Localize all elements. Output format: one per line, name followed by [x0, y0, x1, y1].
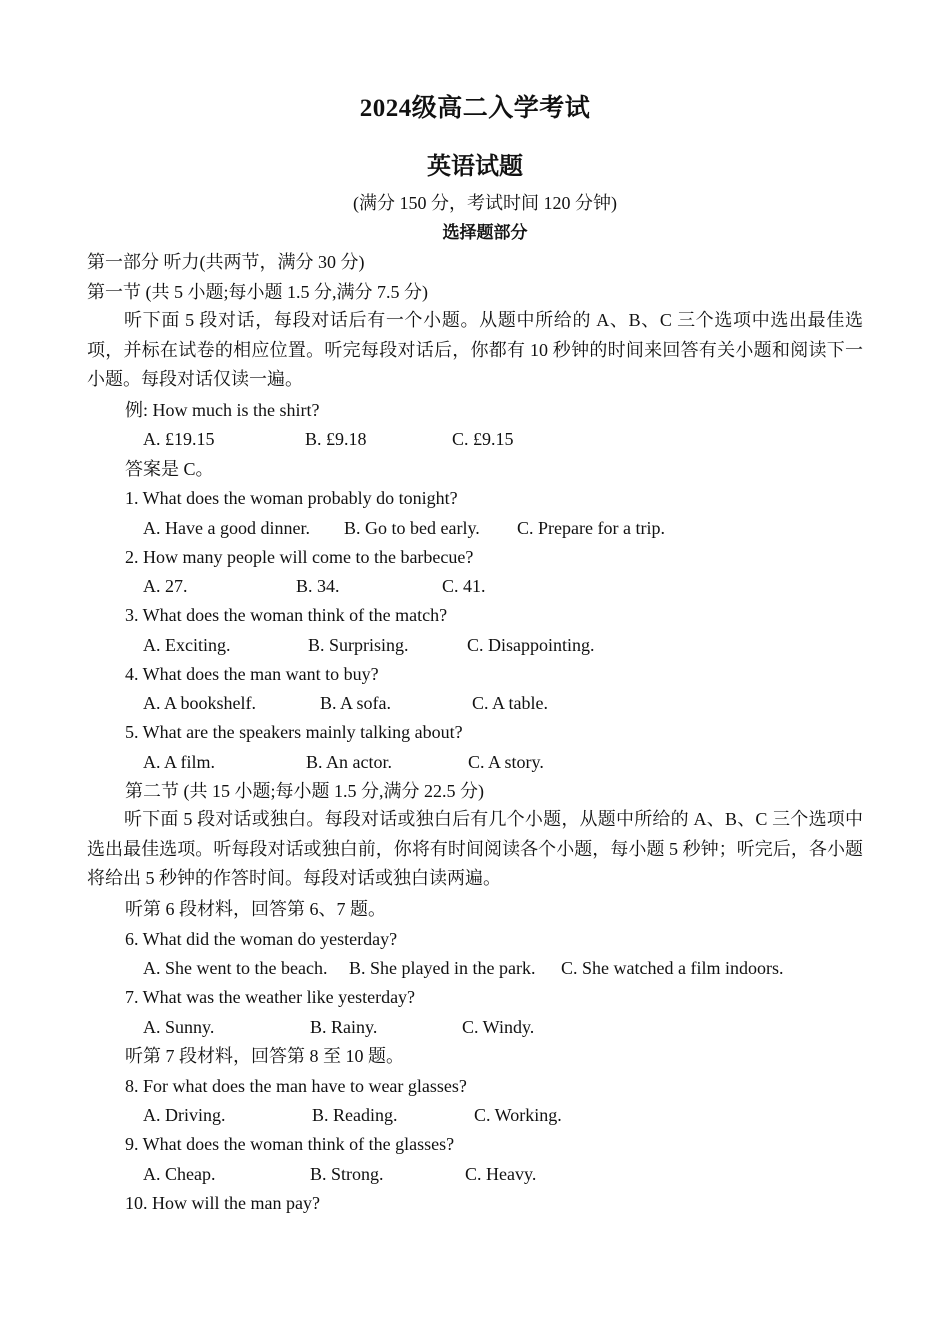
- example-option-a: A. £19.15: [143, 429, 215, 449]
- question-5: 5. What are the speakers mainly talking about?: [125, 722, 463, 742]
- q7-option-a: A. Sunny.: [143, 1017, 215, 1037]
- q9-option-a: A. Cheap.: [143, 1164, 216, 1184]
- q5-option-c: C. A story.: [468, 752, 544, 772]
- question-6: 6. What did the woman do yesterday?: [125, 929, 398, 949]
- question-2: 2. How many people will come to the barbecue?: [125, 547, 474, 567]
- part1-heading: 第一部分 听力(共两节，满分 30 分): [87, 252, 365, 272]
- question-7: 7. What was the weather like yesterday?: [125, 987, 416, 1007]
- material-6-prompt: 听第 6 段材料，回答第 6、7 题。: [125, 899, 386, 919]
- question-8: 8. For what does the man have to wear glasses?: [125, 1076, 467, 1096]
- example-answer: 答案是 C。: [125, 459, 214, 479]
- q3-option-b: B. Surprising.: [308, 635, 409, 655]
- q9-option-b: B. Strong.: [310, 1164, 384, 1184]
- q2-option-a: A. 27.: [143, 576, 188, 596]
- q8-option-b: B. Reading.: [312, 1105, 398, 1125]
- q3-option-a: A. Exciting.: [143, 635, 231, 655]
- section2-heading: 第二节 (共 15 小题;每小题 1.5 分,满分 22.5 分): [125, 781, 484, 801]
- example-option-b: B. £9.18: [305, 429, 367, 449]
- question-10: 10. How will the man pay?: [125, 1193, 320, 1213]
- q7-option-c: C. Windy.: [462, 1017, 535, 1037]
- example-question: 例: How much is the shirt?: [125, 400, 320, 420]
- q8-option-c: C. Working.: [474, 1105, 562, 1125]
- q6-option-b: B. She played in the park.: [349, 958, 536, 978]
- q1-option-b: B. Go to bed early.: [344, 518, 480, 538]
- section-title: 选择题部分: [442, 223, 528, 242]
- q6-option-a: A. She went to the beach.: [143, 958, 328, 978]
- score-time-note: (满分 150 分，考试时间 120 分钟): [353, 193, 617, 213]
- q5-option-b: B. An actor.: [306, 752, 392, 772]
- q7-option-b: B. Rainy.: [310, 1017, 378, 1037]
- q9-option-c: C. Heavy.: [465, 1164, 537, 1184]
- exam-title: 2024级高二入学考试: [359, 95, 591, 122]
- q1-option-c: C. Prepare for a trip.: [517, 518, 665, 538]
- q2-option-c: C. 41.: [442, 576, 486, 596]
- subject-title: 英语试题: [427, 154, 523, 180]
- q4-option-c: C. A table.: [472, 693, 548, 713]
- q8-option-a: A. Driving.: [143, 1105, 226, 1125]
- question-3: 3. What does the woman think of the match?: [125, 605, 448, 625]
- q2-option-b: B. 34.: [296, 576, 340, 596]
- section2-instructions: 听下面 5 段对话或独白。每段对话或独白后有几个小题，从题中所给的 A、B、C 三个选项中选出最佳选项。听每段对话或独白前，你将有时间阅读各个小题，每小题 5 秒钟；听完后，各小题将给出 5 秒钟的作答时间。每段对话或独白读两遍。: [87, 809, 863, 888]
- q3-option-c: C. Disappointing.: [467, 635, 595, 655]
- example-option-c: C. £9.15: [452, 429, 514, 449]
- section1-heading: 第一节 (共 5 小题;每小题 1.5 分,满分 7.5 分): [87, 282, 428, 302]
- q5-option-a: A. A film.: [143, 752, 216, 772]
- q1-option-a: A. Have a good dinner.: [143, 518, 310, 538]
- question-9: 9. What does the woman think of the glasses?: [125, 1134, 455, 1154]
- material-7-prompt: 听第 7 段材料，回答第 8 至 10 题。: [125, 1046, 404, 1066]
- q4-option-b: B. A sofa.: [320, 693, 392, 713]
- question-1: 1. What does the woman probably do tonight?: [125, 488, 458, 508]
- q6-option-c: C. She watched a film indoors.: [561, 958, 784, 978]
- question-4: 4. What does the man want to buy?: [125, 664, 379, 684]
- section1-instructions: 听下面 5 段对话，每段对话后有一个小题。从题中所给的 A、B、C 三个选项中选出最佳选项，并标在试卷的相应位置。听完每段对话后，你都有 10 秒钟的时间来回答有关小题和阅读下一小题。每段对话仅读一遍。: [87, 310, 863, 389]
- q4-option-a: A. A bookshelf.: [143, 693, 257, 713]
